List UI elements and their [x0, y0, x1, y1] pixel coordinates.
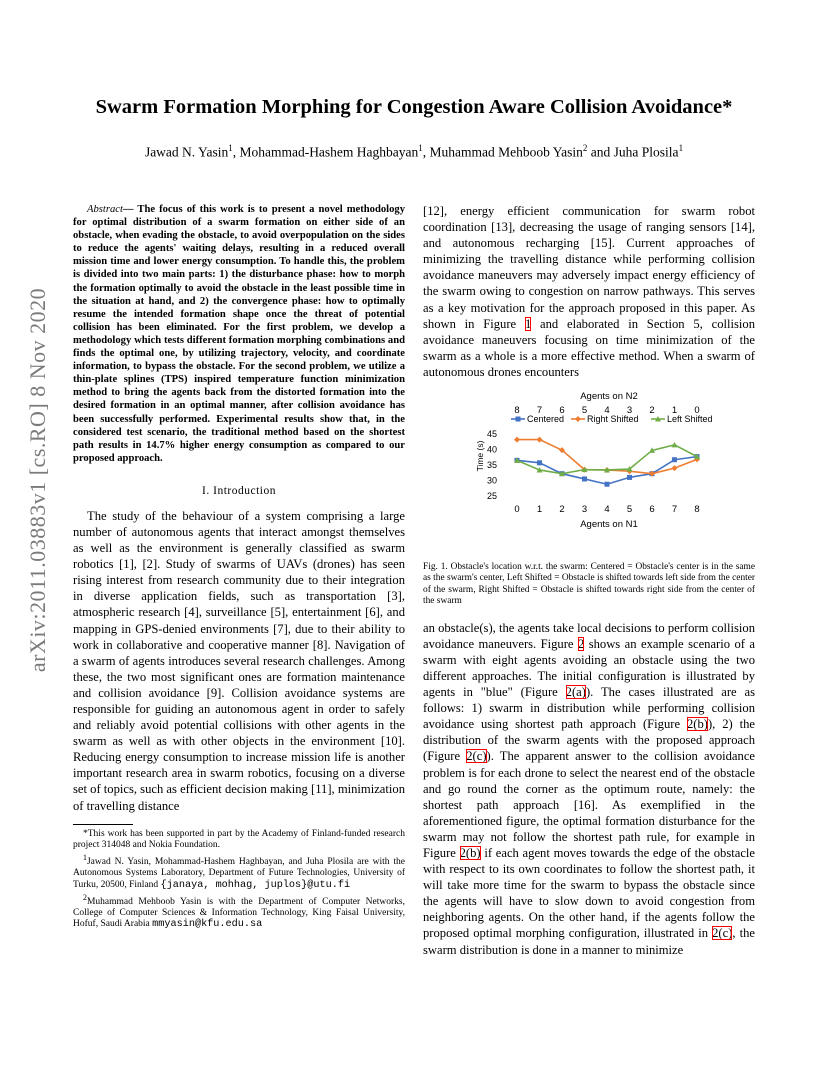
data-point	[537, 460, 542, 465]
x-tick-label: 8	[694, 504, 700, 516]
data-point	[582, 476, 587, 481]
data-point	[537, 437, 543, 443]
top-tick-label: 6	[559, 405, 565, 417]
top-tick-label: 5	[581, 405, 588, 417]
top-tick-label: 1	[671, 405, 678, 417]
footnote-mark: 2	[83, 892, 87, 902]
y-tick-label: 25	[486, 491, 497, 502]
data-point	[672, 457, 677, 462]
top-tick-label: 2	[649, 405, 655, 417]
x-tick-label: 0	[514, 504, 520, 516]
figure-reference-link[interactable]: 2	[577, 636, 585, 651]
author-name: Juha Plosila	[613, 144, 679, 160]
email-address: mmyasin@kfu.edu.sa	[152, 919, 263, 931]
figure-reference-link[interactable]: 2(c)	[466, 749, 487, 764]
footnote-affiliation-1	[73, 852, 405, 891]
y-tick-label: 30	[486, 475, 497, 486]
author-list	[50, 143, 778, 161]
text: an obstacle(s), the agents take local decisions to perform collision avoidance maneuvers. Figure	[423, 620, 755, 651]
data-point	[627, 475, 632, 480]
left-column	[73, 203, 405, 932]
x-tick-label: 2	[559, 504, 565, 516]
text: ). The cases illustrated are as follows: 1) swarm in distribution while performing collision avoidance using shortest path approach (Figure	[423, 685, 756, 732]
separator: and	[587, 144, 614, 160]
paragraph	[423, 203, 755, 380]
author-name: Mohammad-Hashem Haghbayan	[239, 144, 419, 160]
text: and elaborated in Section 5, collision avoidance maneuvers focusing on time minimization of the swarm as a whole is a more effective method. When a swarm of autonomous drones encounters	[423, 316, 755, 379]
data-point	[605, 482, 610, 487]
top-tick-label: 3	[626, 405, 633, 417]
x-tick-label: 1	[536, 504, 543, 516]
top-axis-label: Agents on N2	[580, 391, 638, 403]
affiliation-mark: 1	[678, 143, 684, 153]
legend-label: Right Shifted	[587, 414, 639, 425]
figure-reference-link[interactable]: 2(a)	[565, 685, 586, 700]
footnote-text: Muhammad Mehboob Yasin is with the Department of Computer Networks, College of Computer Sciences & Information Technology, King Faisal University, Hofuf, Saudi Arabia	[73, 896, 405, 930]
affiliation-mark: 1	[418, 143, 423, 153]
figure-caption: Fig. 1. Obstacle's location w.r.t. the swarm: Centered = Obstacle's center is in the same as the swarm's center, Left Shifted = Obstacle is shifted towards left side from the center of the swarm, Right Shifted = Obstacle is shifted towards right side from the center of the swarm	[423, 562, 756, 607]
legend-label: Centered	[527, 414, 565, 425]
text: if each agent moves towards the edge of the obstacle with respect to its own coordinates to follow the shortest path, it will take more time for the swarm to bypass the obstacle since the agents will have to slow down to avoid congestion from neighboring agents. On the other hand, if the agents follow the proposed optimal morphing configuration, illustrated in	[423, 845, 755, 941]
text: ). The apparent answer to the collision avoidance problem is for each drone to select the nearest end of the obstacle and go round the corner as the optimum route, namely: the shortest path approach [16]. As exemplified in the aforementioned figure, the optimal formation disturbance for the swarm may not follow the shortest path rule, for example in Figure	[423, 749, 755, 860]
top-tick-label: 0	[694, 405, 700, 417]
footnote-funding: *This work has been supported in part by the Academy of Finland-funded research project 314048 and Nokia Foundation.	[73, 828, 405, 850]
figure-reference-link[interactable]: 2(b)	[459, 845, 481, 860]
legend-label: Left Shifted	[667, 414, 713, 425]
arxiv-id-text: arXiv:2011.03883v1 [cs.RO] 8 Nov 2020	[25, 287, 50, 673]
data-point	[672, 465, 678, 471]
top-tick-label: 7	[536, 405, 543, 417]
text: , the swarm distribution is done in a manner to minimize	[423, 926, 755, 957]
author-name: Jawad N. Yasin	[144, 144, 229, 160]
x-tick-label: 7	[671, 504, 678, 516]
figure-reference-link[interactable]: 2(b)	[686, 717, 708, 732]
separator: ,	[422, 144, 430, 160]
abstract	[73, 203, 405, 465]
y-axis-label: Time (s)	[475, 440, 485, 472]
y-tick-label: 35	[486, 460, 497, 471]
footnote-text: Jawad N. Yasin, Mohammad-Hashem Haghbayan, and Juha Plosila are with the Autonomous Systems Laboratory, Department of Future Technologies, University of Turku, 20500, Finland	[73, 857, 405, 890]
abstract-label: Abstract	[87, 204, 123, 215]
paragraph	[423, 620, 755, 958]
line-chart	[423, 386, 755, 548]
legend-marker	[575, 416, 581, 422]
y-tick-label: 45	[486, 429, 497, 440]
author-name: Muhammad Mehboob Yasin	[429, 144, 583, 160]
text: ), 2) the distribution of the swarm agents with the proposed approach (Figure	[423, 717, 755, 764]
right-column	[423, 203, 755, 958]
top-tick-label: 4	[604, 405, 610, 417]
figure-reference-link[interactable]: 1	[524, 316, 532, 331]
footnote-rule	[73, 824, 133, 825]
text: [12], energy efficient communication for swarm robot coordination [13], decreasing the usage of ranging sensors [14], and autonomous recharging [15]. Current approaches of minimizing the travelling distance while performing collision avoidance maneuvers may adversely impact energy efficiency of the swarm owing to congestion on narrow pathways. This serves as a key motivation for the approach proposed in this paper. As shown in Figure	[423, 204, 755, 331]
footnote-mark: 1	[83, 853, 87, 863]
x-tick-label: 3	[581, 504, 588, 516]
affiliation-mark: 1	[228, 143, 233, 153]
figure-reference-link[interactable]: 2(c)	[712, 926, 733, 941]
top-tick-label: 8	[514, 405, 520, 417]
y-tick-label: 40	[486, 444, 497, 455]
x-axis-label: Agents on N1	[580, 519, 638, 531]
arxiv-identifier	[18, 280, 58, 680]
section-heading: I. Introduction	[202, 484, 276, 497]
x-tick-label: 5	[626, 504, 633, 516]
data-point	[514, 437, 520, 443]
figure-1-chart	[423, 386, 755, 548]
legend-marker	[516, 417, 521, 422]
footnote-affiliation-2	[73, 892, 405, 931]
intro-paragraph: The study of the behaviour of a system comprising a large number of autonomous agents that interact amongst themselves as well as the environment is generally classified as swarm robotics [1], [2]. Study of swarms of UAVs (drones) has seen rising interest from research community due to their integration in diverse application fields, such as transportation [3], atmospheric research [4], surveillance [5], entertainment [6], and mapping in GPS-denied environments [7], due to their ability to work in collaborative and cooperative manner [8]. Navigation of a swarm of agents introduces several research challenges. Among these, the two most significant ones are formation maintenance and collision avoidance [9]. Collision avoidance systems are responsible for guiding an autonomous agent in order to safely and reliably avoid potential collisions with other agents in the swarm as well as with other objects in the environment [10]. Reducing energy consumption to increase mission life is another important research area in swarm robotics, focusing on a diverse set of topics, such as efficient decision making [11], minimization of travelling distance	[73, 508, 405, 813]
chart-series	[514, 437, 700, 487]
text: shows an example scenario of a swarm with eight agents avoiding an obstacle using the two different approaches. The initial configuration is illustrated by agents in "blue" (Figure	[423, 636, 755, 700]
abstract-text: — The focus of this work is to present a novel methodology for optimal distribution of a swarm formation on either side of an obstacle, when evading the obstacle, to avoid overpopulation on the sides to reduce the agents' waiting delays, resulting in a reduced overall mission time and lower energy consumption. To handle this, the problem is divided into two main parts: 1) the disturbance phase: how to morph the formation optimally to avoid the obstacle in the least possible time in the situation at hand, and 2) the convergence phase: how to optimally resume the intended formation shape once the threat of potential collision has been eliminated. For the first problem, we develop a methodology which tests different formation morphing combinations and finds the optimal one, by utilizing trajectory, velocity, and coordinate information, to bypass the obstacle. For the second problem, we utilize a thin-plate splines (TPS) inspired temperature function minimization method to bring the agents back from the distorted formation into the desired formation in an optimal manner, after collision avoidance has been successfully performed. Experimental results show that, in the considered test scenario, the traditional method based on the shortest path results in 14.7% higher energy consumption as compared to our proposed approach.	[73, 204, 405, 464]
x-tick-label: 4	[604, 504, 610, 516]
affiliation-mark: 2	[582, 143, 588, 153]
paper-title: Swarm Formation Morphing for Congestion Aware Collision Avoidance*	[95, 96, 733, 118]
separator: ,	[232, 144, 240, 160]
email-address: {janaya, mohhag, juplos}@utu.fi	[160, 879, 351, 891]
x-tick-label: 6	[649, 504, 655, 516]
